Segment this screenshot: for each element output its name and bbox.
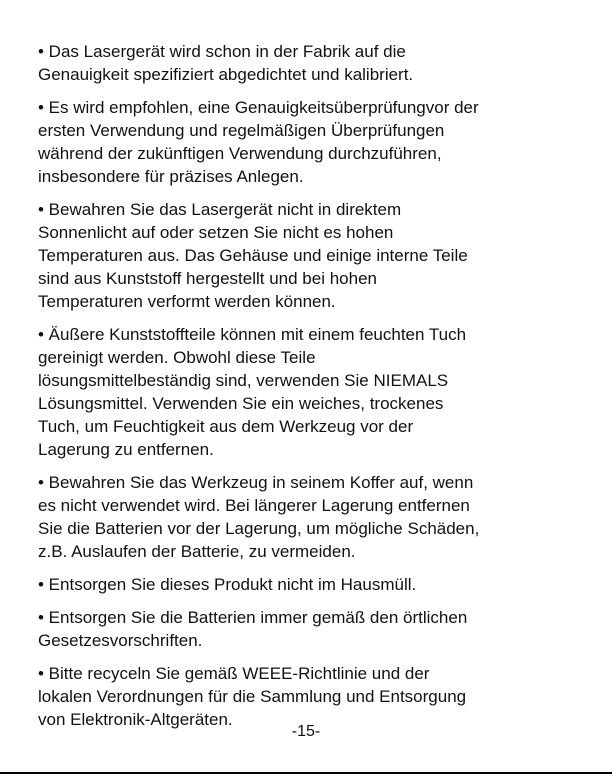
paragraph-sunlight-warning: [38, 198, 578, 313]
paragraph-disposal-household: [38, 573, 578, 596]
text-line: ersten Verwendung und regelmäßigen Überprüfungen: [38, 121, 445, 140]
paragraph-cleaning: [38, 323, 578, 461]
bottom-divider: [0, 772, 612, 774]
text-line: Sonnenlicht auf oder setzen Sie nicht es hohen: [38, 223, 394, 242]
text-line: es nicht verwendet wird. Bei längerer Lagerung entfernen: [38, 496, 470, 515]
text-line: • Das Lasergerät wird schon in der Fabrik auf die: [38, 42, 406, 61]
page-number: -15-: [291, 723, 321, 740]
text-line: z.B. Auslaufen der Batterie, zu vermeiden.: [38, 542, 356, 561]
text-line: Sie die Batterien vor der Lagerung, um mögliche Schäden,: [38, 519, 480, 538]
text-line: Lösungsmittel. Verwenden Sie ein weiches, trockenes: [38, 394, 444, 413]
paragraph-disposal-batteries: [38, 606, 578, 652]
text-line: • Entsorgen Sie die Batterien immer gemäß den örtlichen: [38, 608, 468, 627]
paragraph-storage: [38, 471, 578, 563]
text-line: Temperaturen aus. Das Gehäuse und einige interne Teile: [38, 246, 468, 265]
text-line: • Es wird empfohlen, eine Genauigkeitsüberprüfungvor der: [38, 98, 479, 117]
text-line: Temperaturen verformt werden können.: [38, 292, 336, 311]
instructions-body: [38, 40, 578, 741]
text-line: • Äußere Kunststoffteile können mit einem feuchten Tuch: [38, 325, 467, 344]
text-line: • Bitte recyceln Sie gemäß WEEE-Richtlinie und der: [38, 664, 430, 683]
text-line: gereinigt werden. Obwohl diese Teile: [38, 348, 316, 367]
text-line: während der zukünftigen Verwendung durchzuführen,: [38, 144, 442, 163]
text-line: • Entsorgen Sie dieses Produkt nicht im Hausmüll.: [38, 575, 417, 594]
paragraph-weee-recycling: [38, 662, 578, 731]
text-line: Genauigkeit spezifiziert abgedichtet und kalibriert.: [38, 65, 414, 84]
text-line: • Bewahren Sie das Lasergerät nicht in direktem: [38, 200, 402, 219]
text-line: • Bewahren Sie das Werkzeug in seinem Koffer auf, wenn: [38, 473, 474, 492]
text-line: Tuch, um Feuchtigkeit aus dem Werkzeug vor der: [38, 417, 414, 436]
text-line: von Elektronik-Altgeräten.: [38, 710, 233, 729]
text-line: lokalen Verordnungen für die Sammlung und Entsorgung: [38, 687, 467, 706]
text-line: Gesetzesvorschriften.: [38, 631, 203, 650]
paragraph-accuracy-check: [38, 96, 578, 188]
text-line: insbesondere für präzises Anlegen.: [38, 167, 304, 186]
text-line: Lagerung zu entfernen.: [38, 440, 214, 459]
paragraph-factory-calibration: [38, 40, 578, 86]
text-line: lösungsmittelbeständig sind, verwenden Sie NIEMALS: [38, 371, 449, 390]
text-line: sind aus Kunststoff hergestellt und bei hohen: [38, 269, 377, 288]
